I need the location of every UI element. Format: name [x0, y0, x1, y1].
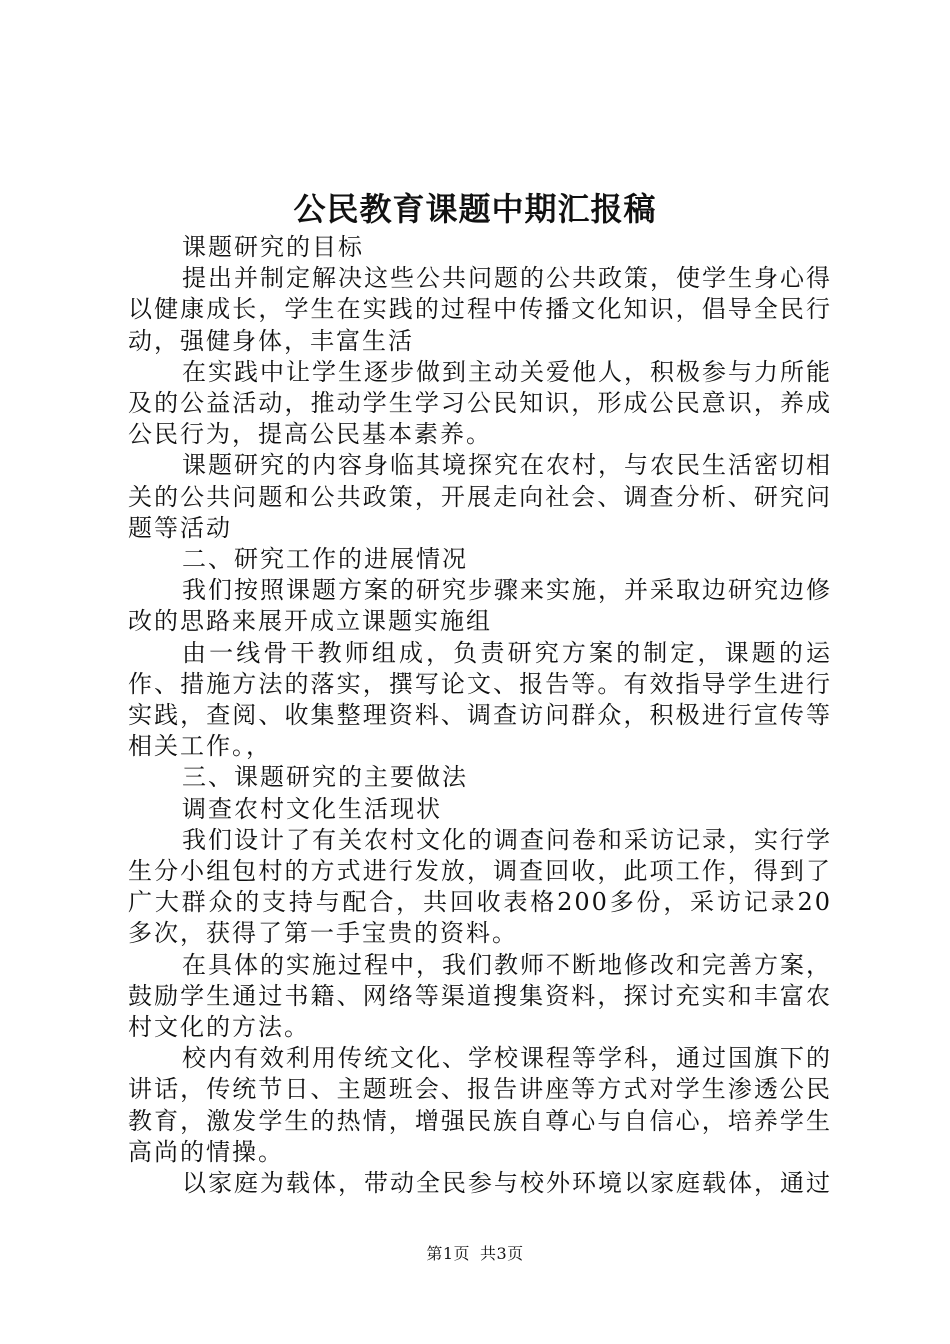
page-footer [0, 1243, 950, 1265]
section-heading-2: 二、研究工作的进展情况 [182, 545, 468, 574]
paragraph-2: 提出并制定解决这些公共问题的公共政策，使学生身心得以健康成长，学生在实践的过程中传播文化知识，倡导全民行动，强健身体，丰富生活 [128, 264, 832, 355]
paragraph-7: 我们设计了有关农村文化的调查问卷和采访记录，实行学生分小组包村的方式进行发放，调查回收，此项工作，得到了广大群众的支持与配合，共回收表格200多份，采访记录20多次，获得了第一手宝贵的资料。 [128, 825, 832, 948]
paragraph-10: 以家庭为载体，带动全民参与校外环境以家庭载体，通过 [182, 1169, 832, 1198]
paragraph-9: 校内有效利用传统文化、学校课程等学科，通过国旗下的讲话，传统节日、主题班会、报告讲座等方式对学生渗透公民教育，激发学生的热情，增强民族自尊心与自信心，培养学生高尚的情操。 [128, 1044, 832, 1166]
subheading-survey: 调查农村文化生活现状 [182, 794, 442, 823]
paragraph-6: 由一线骨干教师组成，负责研究方案的制定，课题的运作、措施方法的落实，撰写论文、报告等。有效指导学生进行实践，查阅、收集整理资料、调查访问群众，积极进行宣传等相关工作。， [128, 638, 832, 761]
paragraph-8: 在具体的实施过程中，我们教师不断地修改和完善方案，鼓励学生通过书籍、网络等渠道搜集资料，探讨充实和丰富农村文化的方法。 [128, 950, 832, 1042]
page-number: 第1页 [426, 1244, 470, 1263]
page-total: 共3页 [480, 1244, 524, 1263]
document-title: 公民教育课题中期汇报稿 [293, 190, 657, 228]
section-heading-3: 三、课题研究的主要做法 [182, 763, 468, 792]
paragraph-1: 课题研究的目标 [182, 233, 364, 261]
paragraph-5: 我们按照课题方案的研究步骤来实施，并采取边研究边修改的思路来展开成立课题实施组 [128, 576, 832, 636]
paragraph-3: 在实践中让学生逐步做到主动关爱他人，积极参与力所能及的公益活动，推动学生学习公民知识，形成公民意识，养成公民行为，提高公民基本素养。 [128, 357, 832, 449]
document-body [128, 232, 832, 1199]
paragraph-4: 课题研究的内容身临其境探究在农村，与农民生活密切相关的公共问题和公共政策，开展走向社会、调查分析、研究问题等活动 [128, 451, 832, 542]
